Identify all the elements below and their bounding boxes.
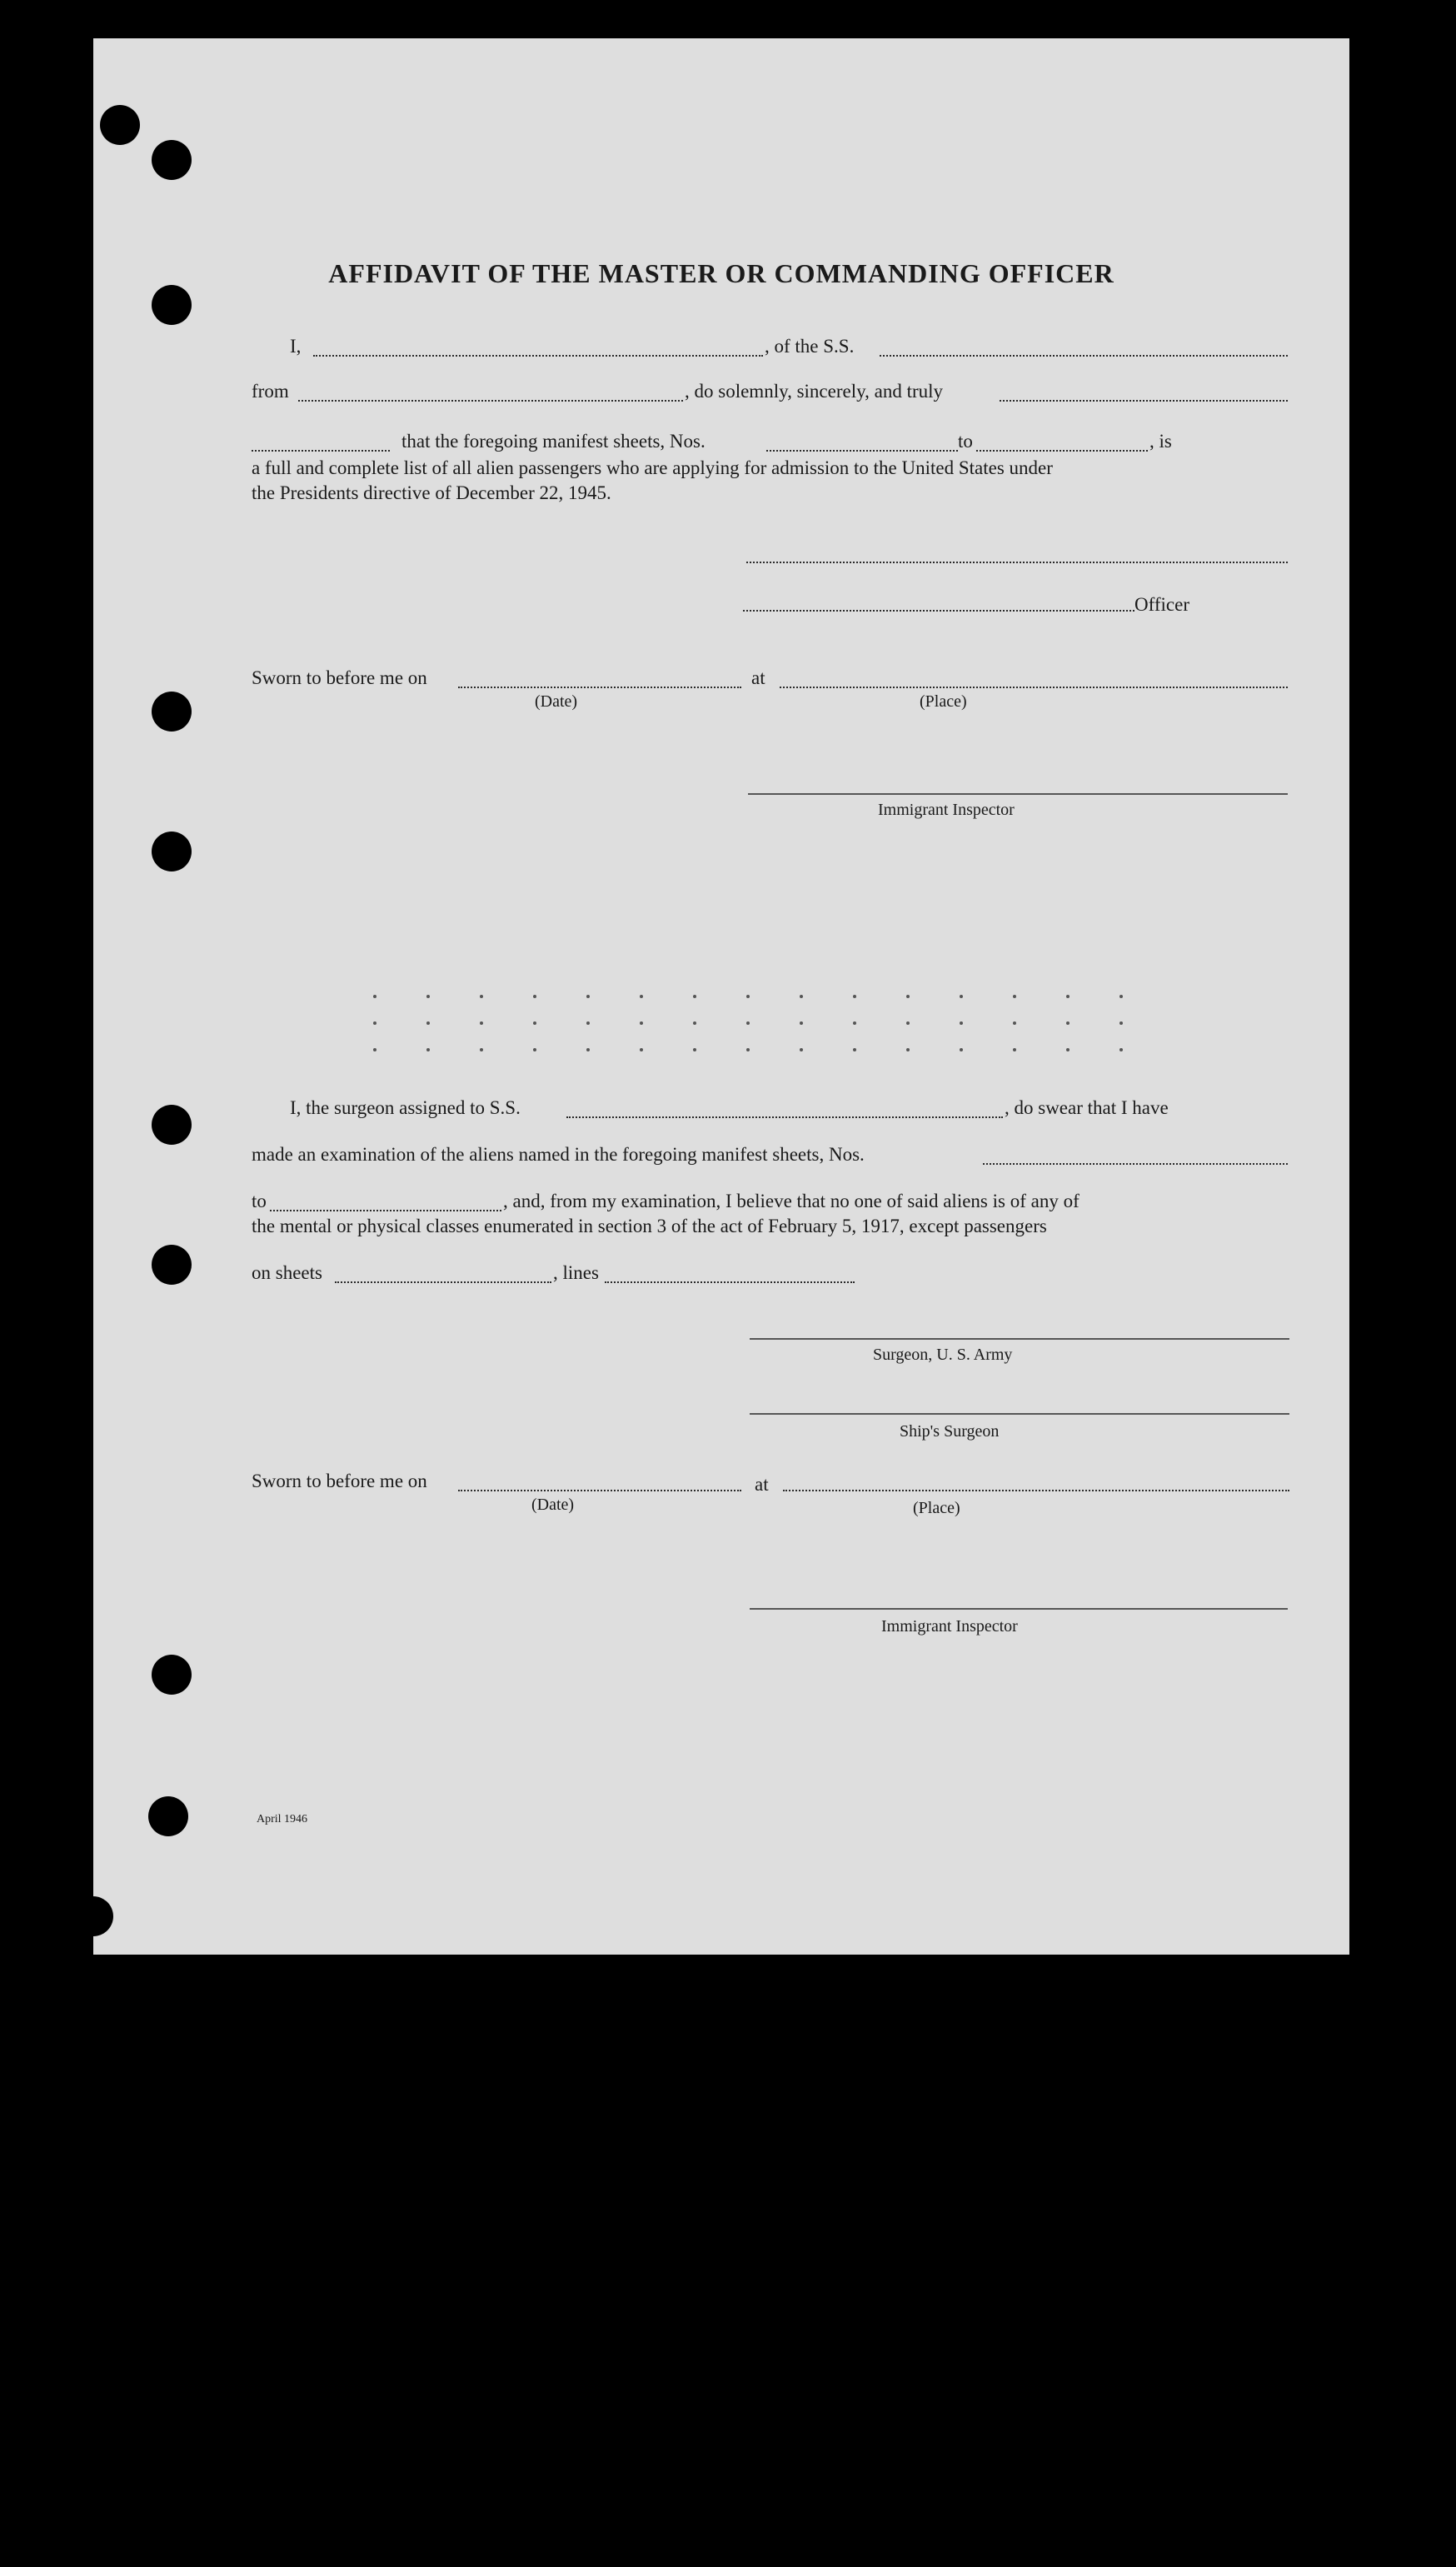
sworn-date-field[interactable] — [458, 687, 741, 688]
ship-surgeon-caption: Ship's Surgeon — [900, 1422, 1000, 1441]
truly-field[interactable] — [1000, 400, 1288, 402]
ship-name-field[interactable] — [880, 355, 1288, 357]
officer-title-field[interactable] — [743, 610, 1134, 612]
binder-hole — [148, 1796, 188, 1836]
form-date: April 1946 — [257, 1813, 308, 1825]
officer-signature-line[interactable] — [746, 562, 1288, 563]
inspector-signature-line[interactable] — [748, 793, 1288, 795]
inspector-signature-line-2[interactable] — [750, 1608, 1288, 1610]
sworn-label-2: Sworn to before me on — [252, 1471, 427, 1491]
page-title: AFFIDAVIT OF THE MASTER OR COMMANDING OFFICER — [328, 258, 1114, 288]
except-sheets-field[interactable] — [335, 1281, 551, 1283]
binder-hole — [152, 1655, 192, 1695]
master-line-3: the Presidents directive of December 22, 1945. — [252, 482, 611, 503]
binder-hole — [152, 692, 192, 732]
surgeon-line-5a: on sheets — [252, 1262, 322, 1283]
surgeon-line-1b: , do swear that I have — [1005, 1097, 1169, 1118]
surgeon-line-1a: I, the surgeon assigned to S.S. — [290, 1097, 521, 1118]
date-caption: (Date) — [535, 692, 578, 711]
officer-label: Officer — [1134, 594, 1189, 615]
sworn-place-field[interactable] — [780, 687, 1288, 688]
army-surgeon-signature-line[interactable] — [750, 1338, 1289, 1340]
sheet-from-field[interactable] — [766, 450, 958, 452]
is-label: , is — [1149, 431, 1172, 452]
from-label: from — [252, 381, 289, 402]
binder-hole — [152, 1245, 192, 1285]
inspector-caption: Immigrant Inspector — [878, 801, 1015, 819]
binder-hole — [152, 285, 192, 325]
surgeon-ship-field[interactable] — [566, 1116, 1003, 1118]
place-caption: (Place) — [920, 692, 967, 711]
date-caption-2: (Date) — [531, 1496, 575, 1514]
foregoing-label: that the foregoing manifest sheets, Nos. — [401, 431, 706, 452]
master-line-2: a full and complete list of all alien passengers who are applying for admission to the United States under — [252, 457, 1053, 478]
surgeon-line-3a: to — [252, 1191, 267, 1211]
surgeon-line-4: the mental or physical classes enumerated in section 3 of the act of February 5, 1917, except passengers — [252, 1216, 1047, 1236]
binder-hole — [152, 140, 192, 180]
binder-hole — [152, 832, 192, 871]
from-field[interactable] — [298, 400, 683, 402]
surgeon-sheets-to-field[interactable] — [270, 1210, 501, 1211]
surgeon-line-5b: , lines — [553, 1262, 599, 1283]
affirm-field[interactable] — [252, 450, 390, 452]
binder-hole — [100, 105, 140, 145]
surgeon-line-3b: , and, from my examination, I believe that no one of said aliens is of any of — [503, 1191, 1080, 1211]
ship-surgeon-signature-line[interactable] — [750, 1413, 1289, 1415]
inspector-caption-2: Immigrant Inspector — [881, 1617, 1018, 1636]
solemnly-label: , do solemnly, sincerely, and truly — [685, 381, 944, 402]
sworn-label: Sworn to before me on — [252, 667, 427, 688]
i-label: I, — [290, 336, 302, 357]
at-label-2: at — [755, 1474, 769, 1495]
surgeon-sheets-from-field[interactable] — [983, 1163, 1288, 1165]
except-lines-field[interactable] — [605, 1281, 855, 1283]
surgeon-line-2: made an examination of the aliens named in the foregoing manifest sheets, Nos. — [252, 1144, 865, 1165]
form-page — [93, 38, 1349, 1955]
master-name-field[interactable] — [313, 355, 763, 357]
sheet-to-field[interactable] — [976, 450, 1148, 452]
army-surgeon-caption: Surgeon, U. S. Army — [873, 1346, 1013, 1364]
sworn-place-field-2[interactable] — [783, 1490, 1289, 1491]
place-caption-2: (Place) — [913, 1499, 960, 1517]
of-ss-label: , of the S.S. — [765, 336, 855, 357]
binder-hole — [73, 1896, 113, 1936]
sworn-date-field-2[interactable] — [458, 1490, 741, 1491]
binder-hole — [152, 1105, 192, 1145]
at-label: at — [751, 667, 765, 688]
to-label: to — [958, 431, 973, 452]
